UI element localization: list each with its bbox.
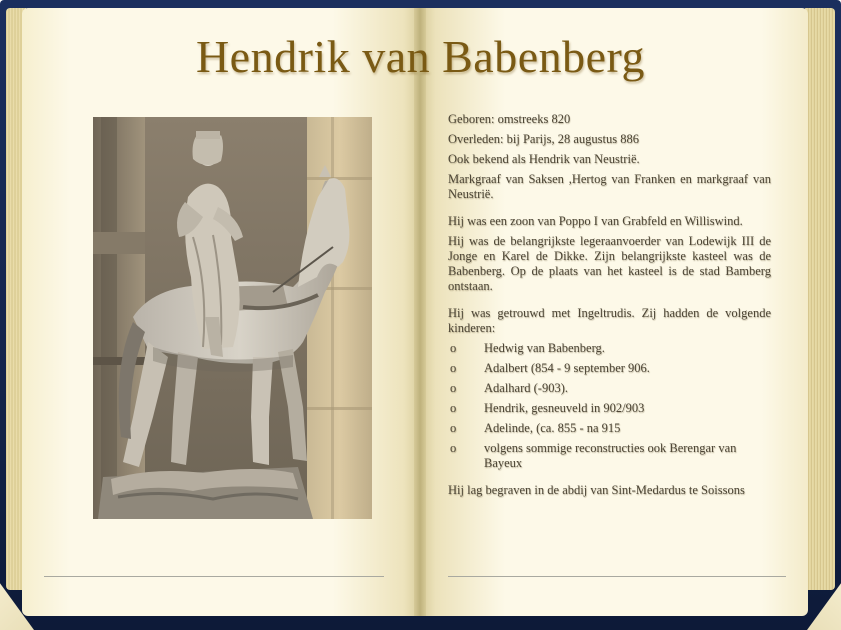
list-bullet: o (450, 421, 457, 435)
children-list (448, 341, 771, 471)
list-item (448, 341, 771, 356)
child-name: Adelinde, (ca. 855 - na 915 (484, 421, 621, 435)
list-item (448, 381, 771, 396)
right-page-footer-rule (448, 576, 786, 577)
child-name: Hedwig van Babenberg. (484, 341, 605, 355)
child-name: Hendrik, gesneuveld in 902/903 (484, 401, 645, 415)
book-gutter (414, 8, 426, 616)
list-bullet: o (450, 441, 457, 455)
list-item (448, 421, 771, 436)
statue-photo (93, 117, 372, 519)
born-line: Geboren: omstreeks 820 (448, 112, 571, 126)
child-name: volgens sommige reconstructies ook Berengar van Bayeux (484, 441, 737, 470)
child-name: Adalhard (-903). (484, 381, 568, 395)
burial-paragraph: Hij lag begraven in de abdij van Sint-Medardus te Soissons (448, 483, 745, 497)
marriage-paragraph: Hij was getrouwd met Ingeltrudis. Zij hadden de volgende kinderen: (448, 306, 771, 335)
list-item (448, 401, 771, 416)
statue-illustration (93, 117, 372, 519)
child-name: Adalbert (854 - 9 september 906. (484, 361, 650, 375)
parents-paragraph: Hij was een zoon van Poppo I van Grabfeld en Williswind. (448, 214, 743, 228)
biography-text (448, 112, 771, 503)
list-bullet: o (450, 381, 457, 395)
page-title: Hendrik van Babenberg (195, 31, 646, 82)
titles-paragraph: Markgraaf van Saksen ,Hertog van Franken en markgraaf van Neustrië. (448, 172, 771, 201)
page-stack-right (805, 8, 835, 590)
list-item (448, 361, 771, 376)
left-page-footer-rule (44, 576, 384, 577)
list-bullet: o (450, 341, 457, 355)
list-bullet: o (450, 361, 457, 375)
died-line: Overleden: bij Parijs, 28 augustus 886 (448, 132, 639, 146)
list-item (448, 441, 771, 471)
career-paragraph: Hij was de belangrijkste legeraanvoerder van Lodewijk III de Jonge en Karel de Dikke. Zijn belangrijkste kasteel was de Babenberg. Op de plaats van het kasteel is de stad Bamberg ontstaan. (448, 234, 771, 293)
list-bullet: o (450, 401, 457, 415)
aka-line: Ook bekend als Hendrik van Neustrië. (448, 152, 640, 166)
